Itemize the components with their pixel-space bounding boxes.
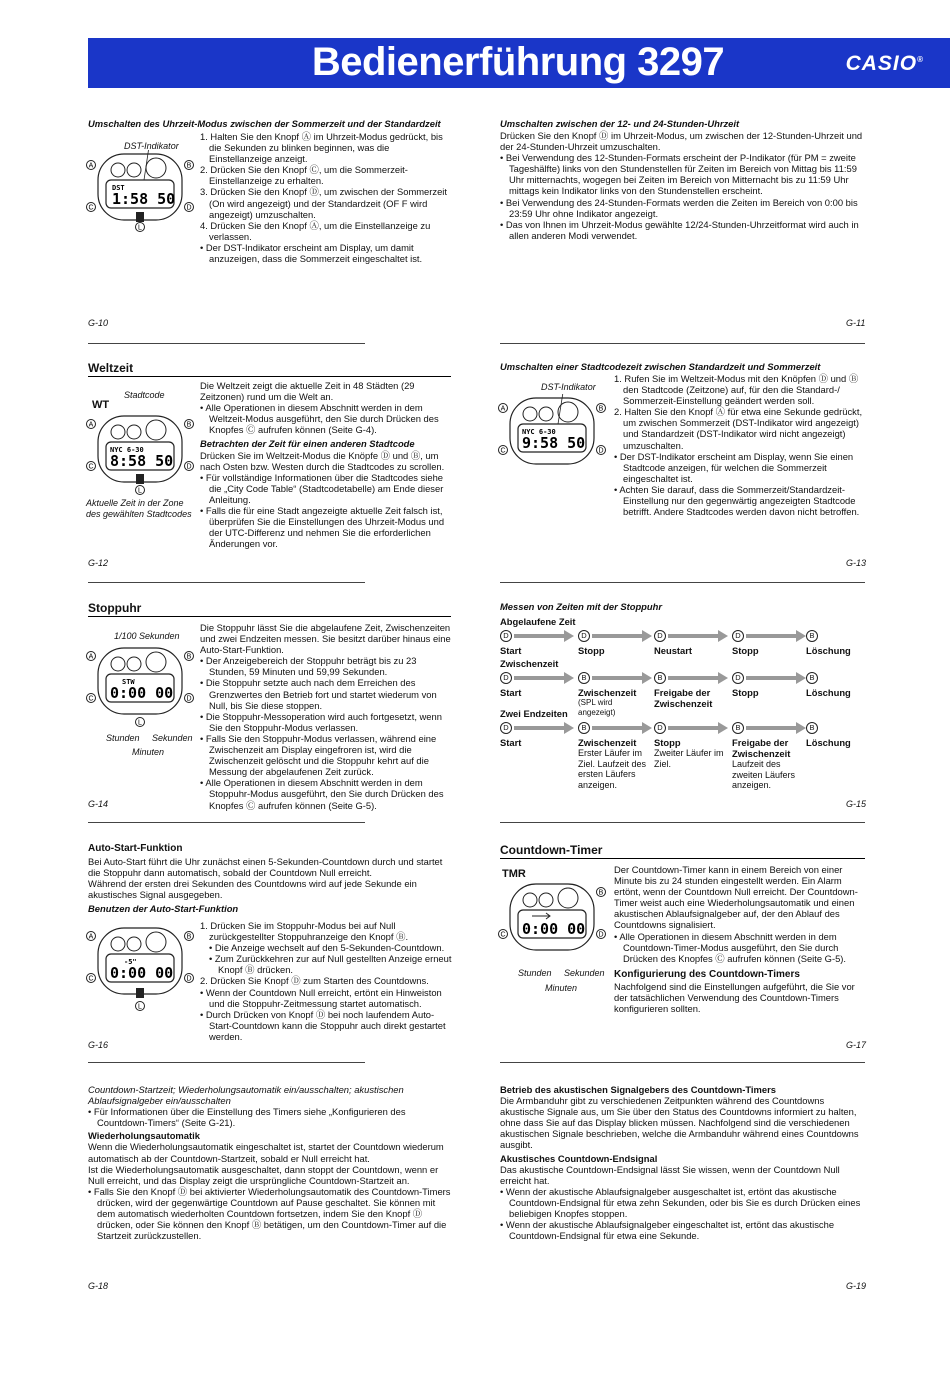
g19-text: Die Armbanduhr gibt zu verschiedenen Zeitpunkten während des Countdowns akustische Signale aus, um Sie über den Status des Countdowns informiert zu halten, ohne dass Sie auf das Display blicken müssen. Nachfolgend sind die verschiedenen akustischen Signale beschrieben, welche die Armbanduhr während eines Countdowns ausgibt. <box>500 1095 859 1151</box>
g14-label-seconds: Sekunden <box>152 733 193 743</box>
g12-intro: Die Weltzeit zeigt die aktuelle Zeit in 48 Städten (29 Zeitzonen) rund um die Welt an. <box>200 380 415 403</box>
row-divider <box>500 343 865 344</box>
svg-text:A: A <box>88 653 94 661</box>
g14-label-hours: Stunden <box>106 733 140 743</box>
page-number: G-16 <box>88 1040 109 1050</box>
g17-title: Countdown-Timer <box>500 843 865 859</box>
flow-step-title: Zwischenzeit <box>578 687 637 698</box>
svg-text:B: B <box>186 653 192 661</box>
page-title: Bedienerführung 3297 <box>311 40 725 84</box>
row-divider <box>500 582 865 583</box>
flow-step-title: Freigabe der Zwischenzeit <box>654 687 713 710</box>
svg-text:C: C <box>88 463 94 471</box>
g12-callout-bottom: Aktuelle Zeit in der Zone des gewählten Stadtcodes <box>86 498 192 519</box>
g17-label-seconds: Sekunden <box>564 968 605 978</box>
sub-dial-right <box>146 158 166 178</box>
page-number: G-17 <box>846 1040 867 1050</box>
button-symbol: D <box>732 672 744 684</box>
display-main: 1:58 50 <box>112 190 176 208</box>
g19-subtitle: Akustisches Countdown-Endsignal <box>500 1152 658 1164</box>
g10-steps <box>200 131 450 264</box>
step: • Die Anzeige wechselt auf den 5-Sekunden-Countdown. <box>209 942 445 954</box>
page-number: G-14 <box>88 799 109 809</box>
svg-text:STW: STW <box>122 678 135 686</box>
g12-title: Weltzeit <box>88 361 451 377</box>
page-number: G-15 <box>846 799 867 809</box>
flow-step-note: (SPL wird angezeigt) <box>578 698 616 717</box>
svg-text:D: D <box>598 931 604 939</box>
flow-step-title: Stopp <box>732 645 759 656</box>
g19-body <box>500 1084 865 1241</box>
g19-title: Betrieb des akustischen Signalgebers des Countdown-Timers <box>500 1084 776 1095</box>
watch-diagram-g13 <box>498 394 606 476</box>
bullet: • Falls Sie den Stoppuhr-Modus verlassen, während eine Zwischenzeit am Display eingefroren ist, wird die Zwischenzeit gelöscht und die Stoppuhr kehrt auf die Messung der abgelaufenen Zeit zurück. <box>200 732 437 778</box>
button-symbol: D <box>654 722 666 734</box>
page-number: G-19 <box>846 1281 867 1291</box>
g17-label-hours: Stunden <box>518 968 552 978</box>
bullet: • Bei Verwendung des 12-Stunden-Formats erscheint der P-Indikator (für PM = zweite Tageshälfte) links von den Stundenstellen für Zeiten im Bereich von Mittag bis 11:59 Uhr mitternachts, wogegen bei Zeiten im Bereich von Mitternacht bis zu 11:59 Uhr mittags kein Indikator links von den Stundenstellen erscheint. <box>500 152 857 197</box>
g14-callout-top: 1/100 Sekunden <box>114 631 180 641</box>
svg-text:0:00 00: 0:00 00 <box>522 920 586 938</box>
watch-diagram-g12 <box>86 412 194 496</box>
g12-mode-label: WT <box>92 399 110 411</box>
flow-step-title: Stopp <box>578 645 605 656</box>
g18-heading: Countdown-Startzeit; Wiederholungsautomatik ein/ausschalten; akustischen Ablaufsignalgeber ein/ausschalten <box>88 1084 404 1107</box>
g11-heading: Umschalten zwischen der 12- und 24-Stunden-Uhrzeit <box>500 118 740 129</box>
svg-text:D: D <box>186 695 192 703</box>
svg-text:D: D <box>598 447 604 455</box>
brand-logo-text: CASIO <box>845 52 918 75</box>
page-number: G-10 <box>88 318 109 328</box>
svg-text:C: C <box>88 695 94 703</box>
g12-text: Drücken Sie im Weltzeit-Modus die Knöpfe Ⓓ und Ⓑ, um nach Osten bzw. Westen durch die Stadtcodes zu scrollen. <box>200 449 445 472</box>
svg-text:A: A <box>88 162 94 170</box>
flow-step <box>806 645 864 656</box>
svg-text:L: L <box>138 1003 142 1011</box>
step: 2. Halten Sie den Knopf Ⓐ für etwa eine Sekunde gedrückt, um zwischen Sommerzeit (DST-Indikator wird angezeigt) und Standardzeit (DST-Indikator wird nicht angezeigt) umzuschalten. <box>614 406 863 451</box>
svg-text:L: L <box>138 719 142 727</box>
flow-arrow <box>514 630 574 642</box>
step: • Wenn der Countdown Null erreicht, ertönt ein Hinweiston und die Stoppuhr-Zeitmessung startet automatisch. <box>200 986 442 1009</box>
g13-heading: Umschalten einer Stadtcodezeit zwischen Standardzeit und Sommerzeit <box>500 361 821 372</box>
flow-row-label: Zwei Endzeiten <box>500 708 568 719</box>
step: 1. Drücken Sie im Stoppuhr-Modus bei auf Null zurückgestellter Stoppuhranzeige den Knopf Ⓑ. <box>200 920 409 943</box>
svg-text:B: B <box>598 405 604 413</box>
step: 4. Drücken Sie den Knopf Ⓐ, um die Einstellanzeige zu verlassen. <box>200 219 431 242</box>
flow-step <box>578 645 648 656</box>
g17-subtitle: Konfigurierung des Countdown-Timers <box>614 968 800 980</box>
svg-text:-5": -5" <box>124 958 137 966</box>
g14-title: Stoppuhr <box>88 601 451 617</box>
step: 2. Drücken Sie Knopf Ⓓ zum Starten des Countdowns. <box>200 975 429 987</box>
step: 2. Drücken Sie den Knopf Ⓒ, um die Sommerzeit-Einstellanzeige zu erhalten. <box>200 164 408 187</box>
svg-text:8:58 50: 8:58 50 <box>110 452 174 470</box>
svg-text:C: C <box>88 204 94 212</box>
step: 1. Rufen Sie im Weltzeit-Modus mit den Knöpfen Ⓓ und Ⓑ den Stadtcode (Zeitzone) auf, für den die Standard-/ Sommerzeit-Einstellung geändert werden soll. <box>614 373 859 407</box>
g17-label-minutes: Minuten <box>545 983 578 993</box>
bullet: • Alle Operationen in diesem Abschnitt werden in dem Weltzeit-Modus ausgeführt, den Sie durch Drücken des Knopfes Ⓒ aufrufen können (Seite G-4). <box>200 402 439 436</box>
row-divider <box>88 822 365 823</box>
button-symbol: B <box>806 672 818 684</box>
svg-text:A: A <box>88 421 94 429</box>
page-number: G-13 <box>846 558 867 568</box>
bullet: • Wenn der akustische Ablaufsignalgeber ausgeschaltet ist, ertönt das akustische Countdown-Endsignal für etwa zehn Sekunden, oder bis Sie es durch Drücken eines beliebigen Knopfes stoppen. <box>500 1185 861 1220</box>
step: • Zum Zurückkehren zur auf Null gestellten Anzeige erneut Knopf Ⓑ drücken. <box>209 953 452 976</box>
bullet: • Für vollständige Informationen über die Stadtcodes siehe die „City Code Table“ (Stadtcodetabelle) am Ende dieser Anleitung. <box>200 471 444 505</box>
bullet: • Das von Ihnen im Uhrzeit-Modus gewählte 12/24-Stunden-Uhrzeitformat wird auch in allen anderen Modi verwendet. <box>500 218 859 241</box>
svg-text:B: B <box>598 889 604 897</box>
svg-text:C: C <box>500 447 506 455</box>
display-top: DST <box>112 184 125 192</box>
flow-arrow <box>592 722 652 734</box>
svg-text:L: L <box>138 487 142 495</box>
flow-arrow <box>592 672 652 684</box>
bullet: • Bei Verwendung des 24-Stunden-Formats werden die Zeiten im Bereich von 0:00 bis 23:59 Uhr ohne Indikator angezeigt. <box>500 196 858 219</box>
flow-step <box>732 645 802 656</box>
flow-step-title: Löschung <box>806 645 851 656</box>
bullet: • Die Stoppuhr setzte auch nach dem Erreichen des Grenzwertes den Betrieb fort und startet wiederum von Null, bis Sie diese stoppen. <box>200 677 437 711</box>
g12-subheading: Betrachten der Zeit für einen anderen Stadtcode <box>200 438 415 450</box>
svg-text:NYC 6-30: NYC 6-30 <box>110 446 144 454</box>
flow-step <box>500 737 570 748</box>
watch-diagram-g16 <box>86 924 194 1012</box>
svg-text:A: A <box>500 405 506 413</box>
g13-steps <box>614 373 866 517</box>
row-divider <box>500 822 865 823</box>
flow-step <box>806 737 864 748</box>
flow-step <box>578 687 648 717</box>
flow-step-title: Start <box>500 687 522 698</box>
g12-body <box>200 380 452 549</box>
g12-callout-top: Stadtcode <box>124 390 165 400</box>
flow-arrow <box>746 672 806 684</box>
page-number: G-11 <box>846 318 866 328</box>
g10-callout: DST-Indikator <box>124 141 179 151</box>
button-symbol: B <box>578 722 590 734</box>
sub-dial-left <box>111 163 125 177</box>
svg-text:B: B <box>186 162 192 170</box>
flow-step-note: Zweiter Läufer im Ziel. <box>654 748 724 769</box>
g11-body <box>500 130 865 241</box>
bullet: • Wenn der akustische Ablaufsignalgeber eingeschaltet ist, ertönt das akustische Countdown-Endsignal für etwa eine Sekunde. <box>500 1219 835 1242</box>
button-symbol: B <box>578 672 590 684</box>
brand-logo <box>846 52 924 77</box>
button-symbol: B <box>654 672 666 684</box>
button-symbol: D <box>732 630 744 642</box>
g13-callout: DST-Indikator <box>541 382 596 392</box>
bullet: • Für Informationen über die Einstellung des Timers siehe „Konfigurieren des Countdown-Timers“ (Seite G-21). <box>88 1106 406 1129</box>
bullet: • Der Anzeigebereich der Stoppuhr beträgt bis zu 23 Stunden, 59 Minuten und 59,99 Sekunden. <box>200 655 417 678</box>
flow-arrow <box>746 630 806 642</box>
g17-mode-label: TMR <box>502 868 526 880</box>
flow-step-note: Laufzeit des zweiten Läufers anzeigen. <box>732 759 796 791</box>
g16-body <box>88 856 453 914</box>
step: • Durch Drücken von Knopf Ⓓ bei noch laufendem Auto-Start-Countdown kann die Stoppuhr auch direkt gestartet werden. <box>200 1008 446 1042</box>
button-symbol: B <box>806 722 818 734</box>
svg-text:L: L <box>138 224 142 232</box>
watch-case <box>98 154 182 220</box>
flow-step-title: Stopp <box>654 737 681 748</box>
bullet: • Alle Operationen in diesem Abschnitt werden in dem Stoppuhr-Modus ausgeführt, den Sie durch Drücken des Knopfes Ⓒ aufrufen können (Seite G-5). <box>200 777 444 811</box>
g19-subbody: Das akustische Countdown-Endsignal lässt Sie wissen, wenn der Countdown Null erreicht hat. <box>500 1163 840 1186</box>
svg-text:D: D <box>186 463 192 471</box>
g14-intro: Die Stoppuhr lässt Sie die abgelaufene Zeit, Zwischenzeiten und zwei Endzeiten messen. Sie besitzt darüber hinaus eine Auto-Start-Funktion. <box>200 622 451 656</box>
bullet: • Die Stoppuhr-Messoperation wird auch fortgesetzt, wenn Sie den Stoppuhr-Modus verlassen. <box>200 710 442 733</box>
svg-text:C: C <box>500 931 506 939</box>
step: 3. Drücken Sie den Knopf Ⓓ, um zwischen der Sommerzeit (On wird angezeigt) und der Standardzeit (OF F wird angezeigt) umzuschalten. <box>200 186 447 220</box>
g10-heading: Umschalten des Uhrzeit-Modus zwischen der Sommerzeit und der Standardzeit <box>88 118 441 129</box>
flow-arrow <box>514 672 574 684</box>
button-symbol: D <box>500 630 512 642</box>
svg-text:0:00 00: 0:00 00 <box>110 964 174 982</box>
g15-heading: Messen von Zeiten mit der Stoppuhr <box>500 601 662 612</box>
flow-step-title: Löschung <box>806 737 851 748</box>
flow-arrow <box>668 672 728 684</box>
step: 1. Halten Sie den Knopf Ⓐ im Uhrzeit-Modus gedrückt, bis die Sekunden zu blinken beginnen, was die Einstellanzeige anzeigt. <box>200 131 443 165</box>
g16-subheading: Benutzen der Auto-Start-Funktion <box>88 903 239 915</box>
button-symbol: D <box>654 630 666 642</box>
svg-text:D: D <box>186 204 192 212</box>
page-number: G-18 <box>88 1281 109 1291</box>
flow-step <box>578 737 648 791</box>
g16-steps <box>200 920 452 1042</box>
svg-text:D: D <box>186 975 192 983</box>
g17-body <box>614 864 866 1014</box>
watch-diagram-g17 <box>498 880 608 966</box>
row-divider <box>88 1062 365 1063</box>
button-symbol: B <box>806 630 818 642</box>
button-symbol: B <box>732 722 744 734</box>
svg-text:C: C <box>88 975 94 983</box>
sub-dial-mid <box>127 163 141 177</box>
row-divider <box>500 1062 865 1063</box>
flow-step-note: Erster Läufer im Ziel. Laufzeit des ersten Läufers anzeigen. <box>578 748 647 790</box>
step: • Der DST-Indikator erscheint am Display, um damit anzuzeigen, dass die Sommerzeit eingeschaltet ist. <box>200 241 423 265</box>
flow-arrow <box>746 722 806 734</box>
flow-row-label: Zwischenzeit <box>500 658 559 669</box>
g16-text: Während der ersten drei Sekunden des Countdowns wird auf jede Sekunde ein akustisches Signal ausgegeben. <box>88 878 417 901</box>
flow-arrow <box>668 630 728 642</box>
button-symbol: D <box>500 722 512 734</box>
svg-text:B: B <box>186 933 192 941</box>
svg-text:A: A <box>88 933 94 941</box>
flow-step-title: Stopp <box>732 687 759 698</box>
g16-text: Bei Auto-Start führt die Uhr zunächst einen 5-Sekunden-Countdown durch und startet die Stoppuhr dann automatisch, sobald der Countdown Null erreicht. <box>88 856 443 879</box>
flow-step-title: Zwischenzeit <box>578 737 637 748</box>
svg-text:9:58 50: 9:58 50 <box>522 434 586 452</box>
g18-text: Wenn die Wiederholungsautomatik eingeschaltet ist, startet der Countdown wiederum automatisch ab der Countdown-Startzeit, sobald er Null erreicht hat. <box>88 1141 444 1164</box>
step: • Achten Sie darauf, dass die Sommerzeit/Standardzeit-Einstellung nur den gegenwärtig angezeigten Stadtcode betrifft. Andere Stadtcodes werden davon nicht betroffen. <box>614 483 860 518</box>
registered-mark: ® <box>917 55 924 64</box>
bullet: • Falls Sie den Knopf Ⓓ bei aktivierter Wiederholungsautomatik des Countdown-Timers drücken, wird der gegenwärtige Countdown auf Pause geschaltet. Sie können mit dem automatisch wiederholten Countdown fortsetzen, indem Sie den Knopf Ⓓ drücken, oder Sie können den Knopf Ⓑ betätigen, um den Countdown-Timer auf die Startzeit zurückzustellen. <box>88 1185 451 1242</box>
flow-step <box>732 737 802 791</box>
g16-title: Auto-Start-Funktion <box>88 843 183 854</box>
bullet: • Alle Operationen in diesem Abschnitt werden in dem Countdown-Timer-Modus ausgeführt, den Sie durch Drücken des Knopfes Ⓒ aufrufen können (Seite G-5). <box>614 930 847 964</box>
row-divider <box>88 582 365 583</box>
g11-intro: Drücken Sie den Knopf Ⓓ im Uhrzeit-Modus, um zwischen der 12-Stunden-Uhrzeit und der 24-Stunden-Uhrzeit umzuschalten. <box>500 130 863 153</box>
step: • Der DST-Indikator erscheint am Display, wenn Sie einen Stadtcode anzeigen, für welchen die Sommerzeit eingeschaltet ist. <box>614 450 854 484</box>
g18-text: Ist die Wiederholungsautomatik ausgeschaltet, dann stoppt der Countdown, wenn er Null erreicht, und das Display zeigt die ursprüngliche Countdown-Startzeit an. <box>88 1163 439 1186</box>
button-symbol: D <box>578 630 590 642</box>
watch-diagram-g10 <box>86 150 194 232</box>
g14-label-minutes: Minuten <box>132 747 165 757</box>
flow-arrow <box>668 722 728 734</box>
flow-step <box>732 687 802 698</box>
g18-subtitle: Wiederholungsautomatik <box>88 1130 200 1142</box>
flow-arrow <box>514 722 574 734</box>
watch-diagram-g14 <box>86 644 194 728</box>
flow-step-title: Start <box>500 645 522 656</box>
page-number: G-12 <box>88 558 109 568</box>
flow-step <box>806 687 864 698</box>
flow-step <box>500 687 570 698</box>
g14-body <box>200 622 452 811</box>
svg-text:0:00 00: 0:00 00 <box>110 684 174 702</box>
flow-step <box>654 687 724 709</box>
g17-subbody: Nachfolgend sind die Einstellungen aufgeführt, die Sie vor der tatsächlichen Verwendung des Countdown-Timers konfigurieren sollten. <box>614 980 855 1014</box>
bullet: • Falls die für eine Stadt angezeigte aktuelle Zeit falsch ist, überprüfen Sie die Einstellungen des Uhrzeit-Modus und der UTC-Differenz und nehmen Sie die erforderlichen Änderungen vor. <box>200 505 445 550</box>
flow-step <box>654 737 724 769</box>
row-divider <box>88 343 365 344</box>
g17-intro: Der Countdown-Timer kann in einem Bereich von einer Minute bis zu 24 stunden eingestellt werden. Ein Alarm ertönt, wenn der Countdown Null erreicht. Der Countdown-Timer weist auch eine Wiederholungsautomatik und einen akustischen Ablaufsignalgeber auf, der den Ablauf des Countdowns signalisiert. <box>614 864 858 931</box>
flow-step-title: Löschung <box>806 687 851 698</box>
button-symbol: D <box>500 672 512 684</box>
svg-text:B: B <box>186 421 192 429</box>
flow-row-label: Abgelaufene Zeit <box>500 616 576 627</box>
flow-arrow <box>592 630 652 642</box>
flow-step-title: Start <box>500 737 522 748</box>
flow-step <box>654 645 724 656</box>
svg-text:NYC 6-30: NYC 6-30 <box>522 428 556 436</box>
header-banner <box>88 38 950 88</box>
flow-step-title: Neustart <box>654 645 693 656</box>
flow-step <box>500 645 570 656</box>
flow-step-title: Freigabe der Zwischenzeit <box>732 737 791 760</box>
g18-body <box>88 1084 453 1241</box>
